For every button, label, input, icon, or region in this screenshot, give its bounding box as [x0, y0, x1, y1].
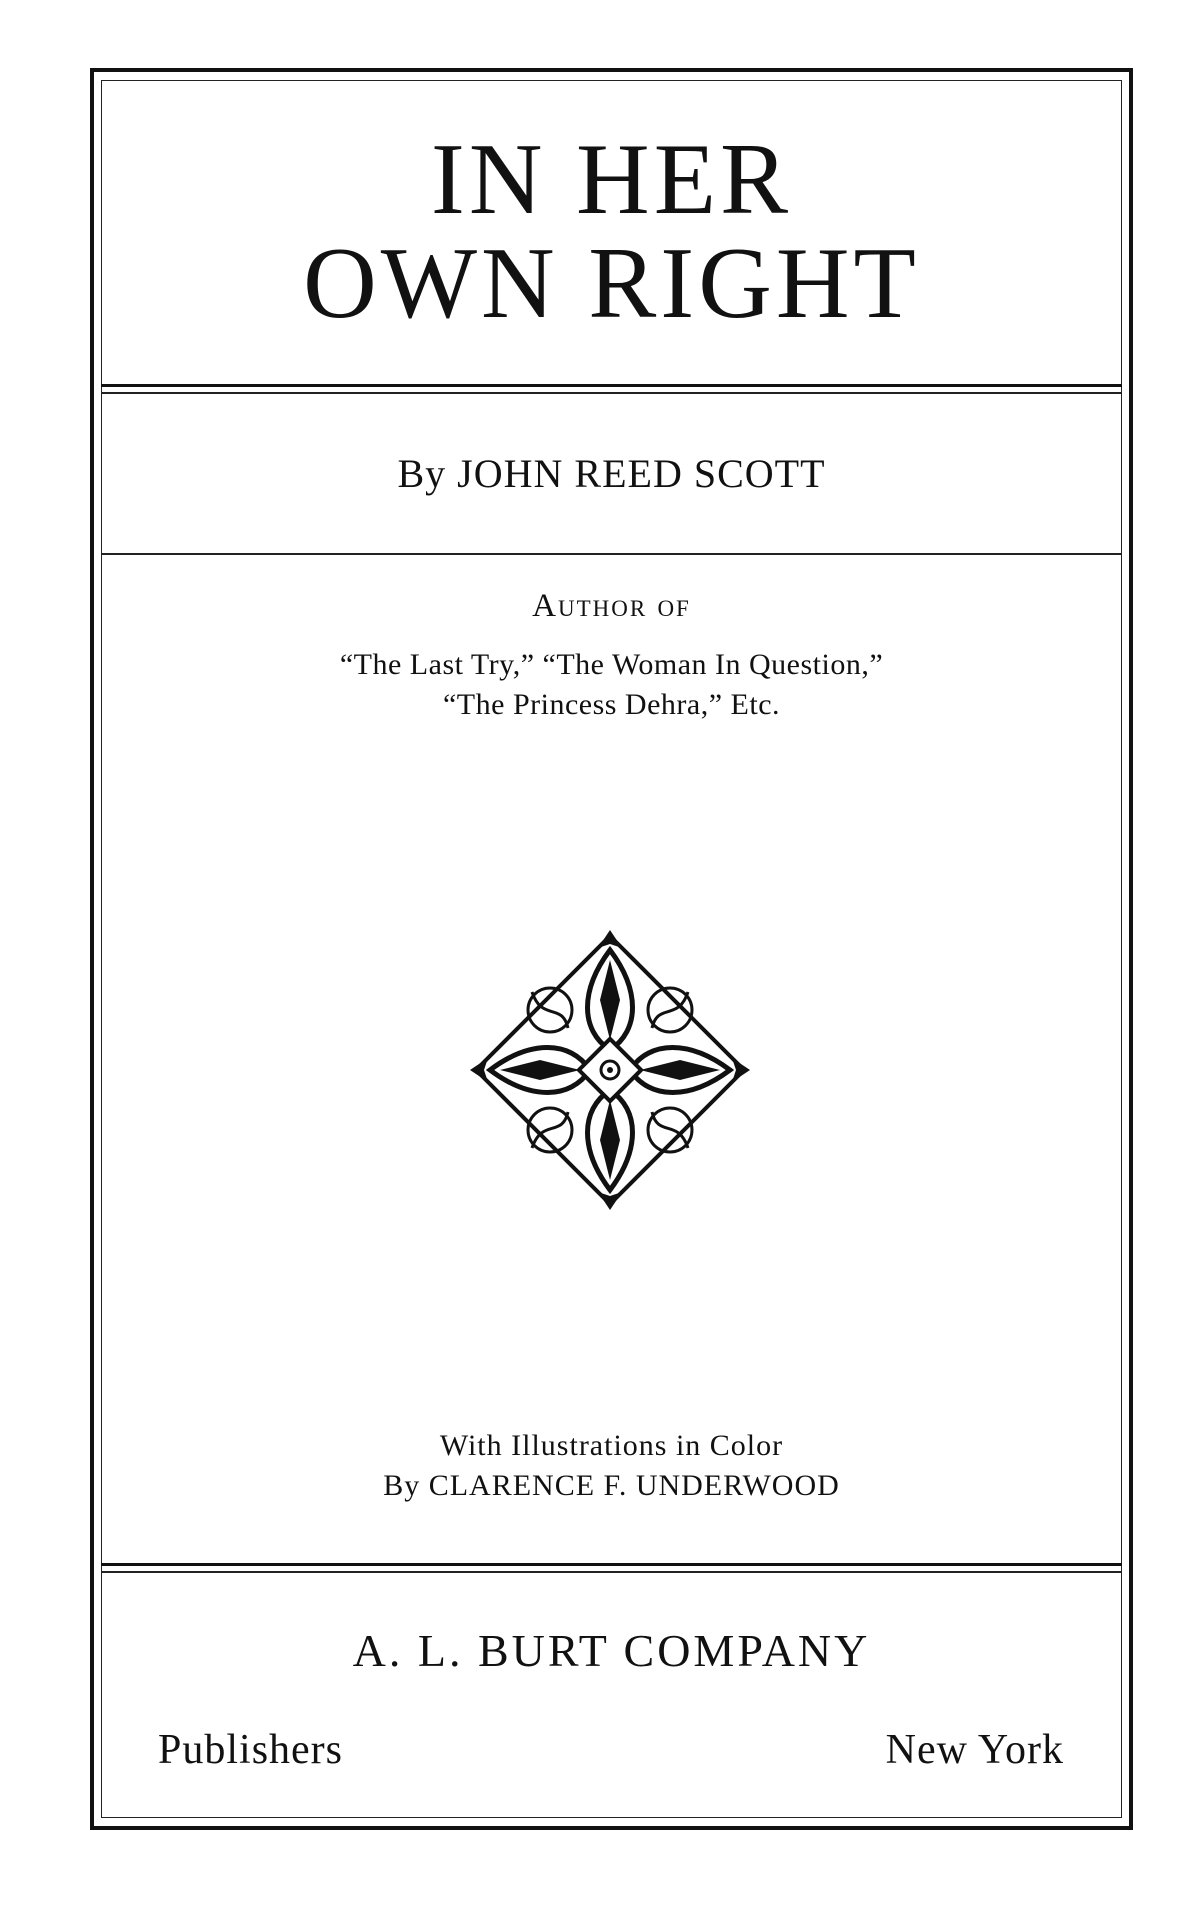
- publisher-divider-rule-thin: [101, 1571, 1122, 1573]
- author-byline: By JOHN REED SCOTT: [397, 451, 826, 496]
- illustrations-credit: [101, 1426, 1122, 1506]
- illustrations-line-2: By CLARENCE F. UNDERWOOD: [383, 1469, 840, 1502]
- illustrations-line-1: With Illustrations in Color: [439, 1429, 784, 1462]
- publisher-city: New York: [885, 1727, 1064, 1773]
- byline-divider-rule: [101, 553, 1122, 555]
- other-works-line-2: “The Princess Dehra,” Etc.: [442, 688, 781, 721]
- book-title-line-2: OWN RIGHT: [303, 227, 920, 340]
- author-of-heading: Author of: [532, 588, 691, 624]
- cross-quatrefoil-ornament-icon: [470, 930, 750, 1210]
- publisher-name: A. L. BURT COMPANY: [352, 1625, 871, 1676]
- other-works-line-1: “The Last Try,” “The Woman In Question,”: [339, 648, 884, 681]
- title-divider-rule: [101, 384, 1122, 387]
- publisher-divider-rule: [101, 1563, 1122, 1566]
- book-title: [101, 123, 1122, 340]
- publisher-label: Publishers: [158, 1727, 344, 1773]
- other-works: [101, 645, 1122, 725]
- book-title-line-1: IN HER: [430, 123, 793, 236]
- title-divider-rule-thin: [101, 392, 1122, 394]
